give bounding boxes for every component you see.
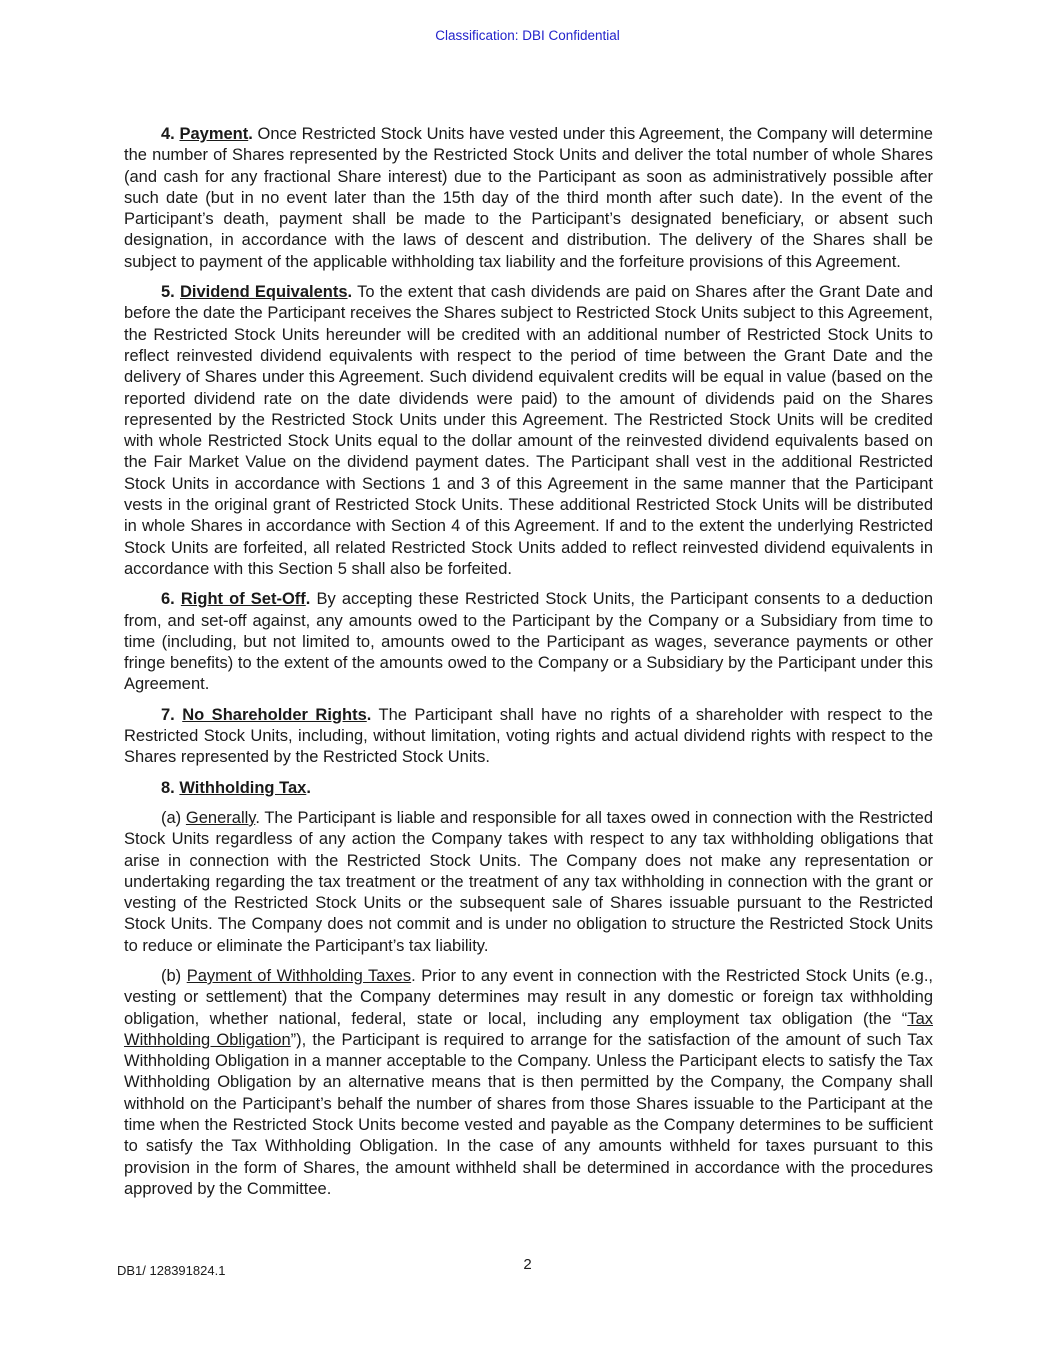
section-heading: Payment: [179, 125, 249, 143]
section-body-text: By accepting these Restricted Stock Units, the Participant consents to a deduction from, and set-off against, any amounts owed to the Participant by the Company or a Subsidiary from time to time (including, but not limited to, amounts owed to the Participant as wages, severance payments or other fringe benefits) to the extent of the amounts owed to the Company or a Subsidiary by the Participant under this Agreement.: [124, 590, 933, 694]
section-heading: Withholding Tax: [179, 778, 307, 797]
document-body: [124, 124, 933, 1209]
section-body-text: The Participant shall have no rights of a shareholder with respect to the Restricted Stock Units, including, without limitation, voting rights and actual dividend rights with respect to the Shares represented by the Restricted Stock Units.: [124, 705, 933, 767]
subsection-label: (b): [161, 966, 182, 985]
section-5-dividend-equivalents: [124, 282, 933, 580]
subsection-heading-period: .: [255, 808, 260, 827]
section-number: 5.: [161, 283, 175, 302]
subsection-8a-generally: [124, 808, 933, 957]
section-heading: No Shareholder Rights: [182, 705, 367, 724]
subsection-body-text: ”), the Participant is required to arrange for the satisfaction of the amount of such Tax Withholding Obligation in a manner acceptable to the Company. Unless the Participant elects to satisfy the Tax Withholding Obligation by an alternative means that is then permitted by the Company, the Company shall withhold on the Participant’s behalf the number of shares from those Shares issuable to the Participant at the time when the Restricted Stock Units become vested and payable as the Company determines to be sufficient to satisfy the Tax Withholding Obligation. In the case of any amounts withheld for taxes pursuant to this provision in the form of Shares, the amount withheld shall be determined in accordance with the procedures approved by the Committee.: [124, 1030, 933, 1198]
section-body-text: To the extent that cash dividends are paid on Shares after the Grant Date and before the date the Participant receives the Shares subject to Restricted Stock Units subject to this Agreement, the Restricted Stock Units hereunder will be credited with an additional number of Restricted Stock Units to reflect reinvested dividend equivalents with respect to the period of time between the Grant Date and the delivery of Shares under this Agreement. Such dividend equivalent credits will be equal in value (based on the reported dividend rate on the date dividends were paid) to the amount of dividends paid on the Shares represented by the Restricted Stock Units under this Agreement. The Restricted Stock Units will be credited with whole Restricted Stock Units equal to the dollar amount of the reinvested dividend equivalents based on the Fair Market Value on the dividend payment dates. The Participant shall vest in the additional Restricted Stock Units in accordance with Sections 1 and 3 of this Agreement in the same manner that the Participant vests in the original grant of Restricted Stock Units. These additional Restricted Stock Units will be distributed in whole Shares in accordance with Section 4 of this Agreement. If and to the extent the underlying Restricted Stock Units are forfeited, all related Restricted Stock Units added to reflect reinvested dividend equivalents in accordance with this Section 5 shall also be forfeited.: [124, 283, 933, 578]
footer-document-id: DB1/ 128391824.1: [117, 1263, 226, 1278]
section-heading-period: .: [366, 705, 372, 724]
subsection-8b-payment-of-withholding-taxes: [124, 966, 933, 1200]
section-heading-period: .: [347, 283, 353, 302]
subsection-heading: Payment of Withholding Taxes: [186, 966, 412, 985]
section-heading-period: .: [248, 125, 253, 143]
section-heading-period: .: [305, 590, 311, 609]
section-4-payment: [124, 124, 933, 273]
section-number: 8.: [161, 778, 175, 797]
defined-term: Tax Withholding Obligation: [124, 1009, 933, 1049]
classification-header: Classification: DBI Confidential: [435, 28, 620, 43]
section-8-withholding-tax: [124, 778, 933, 799]
section-6-right-of-set-off: [124, 589, 933, 695]
section-heading-period: .: [306, 778, 311, 797]
subsection-heading: Generally: [185, 808, 256, 827]
section-number: 6.: [161, 590, 175, 609]
subsection-body-text: Prior to any event in connection with the Restricted Stock Units (e.g., vesting or settlement) that the Company determines may result in any domestic or foreign tax withholding obligation, whether national, federal, state or local, including any employment tax obligation (the “: [124, 966, 934, 1028]
subsection-heading-period: .: [411, 966, 416, 985]
section-heading: Right of Set-Off: [180, 590, 306, 609]
section-number: 7.: [161, 705, 175, 724]
section-7-no-shareholder-rights: [124, 705, 933, 769]
subsection-label: (a): [161, 808, 182, 827]
footer-page-number: 2: [523, 1256, 532, 1273]
section-body-text: Once Restricted Stock Units have vested under this Agreement, the Company will determine the number of Shares represented by the Restricted Stock Units and deliver the total number of whole Shares (and cash for any fractional Share interest) due to the Participant as soon as administratively possible after such date (but in no event later than the 15th day of the third month after such date). In the event of the Participant’s death, payment shall be made to the Participant’s designated beneficiary, or absent such designation, in accordance with the laws of descent and distribution. The delivery of the Shares shall be subject to payment of the applicable withholding tax liability and the forfeiture provisions of this Agreement.: [124, 125, 933, 271]
subsection-body-text: The Participant is liable and responsible for all taxes owed in connection with the Restricted Stock Units regardless of any action the Company takes with respect to any tax withholding obligations that arise in connection with the Restricted Stock Units. The Company does not make any representation or undertaking regarding the tax treatment or the treatment of any tax withholding in connection with the grant or vesting of the Restricted Stock Units or the subsequent sale of Shares issuable pursuant to the Restricted Stock Units. The Company does not commit and is under no obligation to structure the Restricted Stock Units to reduce or eliminate the Participant’s tax liability.: [124, 808, 933, 955]
section-number: 4.: [161, 125, 175, 143]
section-heading: Dividend Equivalents: [180, 283, 348, 302]
